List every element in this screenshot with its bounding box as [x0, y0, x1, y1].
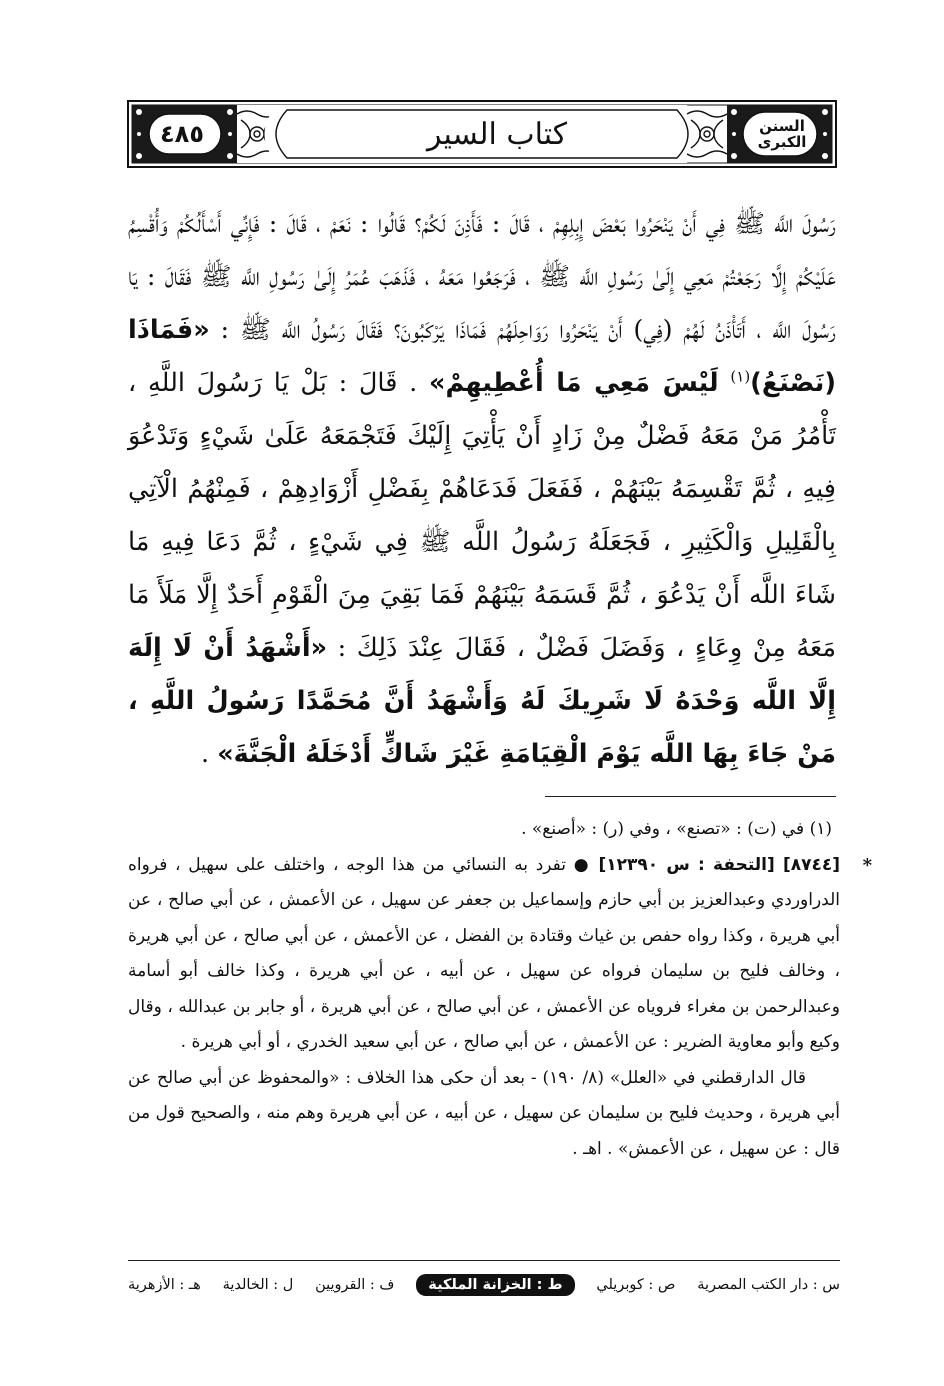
page-header [127, 100, 837, 168]
prophet-quote-1: «فَمَاذَا (نَصْنَعُ) [128, 315, 837, 398]
chapter-title: كتاب السير [426, 116, 568, 152]
prophet-quote-2: لَيْسَ مَعِي مَا أُعْطِيهِمْ» [429, 368, 719, 398]
book-seal-logo [727, 100, 837, 168]
prophet-quote-3: «أَشْهَدُ أَنْ لَا إِلَهَ إِلَّا اللَّه وَحْدَهُ لَا شَرِيكَ لَهُ وَأَشْهَدُ أَنَّ مُحَمَّدًا رَسُولُ اللَّهِ ، مَنْ جَاءَ بِهَا اللَّه يَوْمَ الْقِيَامَةِ غَيْرَ شَاكٍّ أَدْخَلَهُ الْجَنَّةَ» [128, 633, 836, 769]
seal-text-bottom: الكبرى [757, 133, 807, 151]
tahqiq-text: تفرد به النسائي من هذا الوجه ، واختلف على سهيل ، فرواه الدراوردي وعبدالعزيز بن أبي حازم وإسماعيل بن جعفر عن سهيل ، عن الأعمش ، عن أبي صالح ، عن أبي هريرة ، وكذا رواه حفص بن غياث وقتادة بن الفضل ، عن الأعمش ، عن أبي صالح ، عن أبي هريرة ، وخالف فليح بن سليمان فرواه عن سهيل ، عن أبيه ، عن أبي هريرة ، وكذا خالف أبو أسامة وعبدالرحمن بن مغراء فروياه عن الأعمش ، عن أبي صالح ، عن أبي هريرة ، أو جابر بن عبدالله ، وقال وكيع وأبو معاوية الضرير : عن الأعمش ، عن أبي صالح ، عن أبي سعيد الخدري ، أو أبي هريرة . [128, 854, 840, 1052]
legend-item-qarawiyyin: ف : القرويين [315, 1277, 395, 1293]
legend-item-cairo: س : دار الكتب المصرية [697, 1277, 840, 1293]
legend-divider [128, 1260, 840, 1261]
tahqiq-reference: [٨٧٤٤] [التحفة : س ١٢٣٩٠] [598, 854, 841, 875]
footnote-1: (١) في (ت) : «تصنع» ، وفي (ر) : «أصنع» . [521, 819, 832, 839]
footnote-marker-1: (١) [730, 367, 751, 386]
manuscript-legend [128, 1270, 840, 1300]
legend-item-azhariyya: هـ : الأزهرية [128, 1277, 201, 1293]
hadith-paragraph [128, 198, 836, 781]
legend-item-koprulu: ص : كوبريلي [596, 1277, 676, 1293]
legend-item-khalidiyya: ل : الخالدية [222, 1277, 294, 1293]
page-number: ٤٨٥ [160, 120, 204, 148]
tahqiq-note-paragraph-2: قال الدارقطني في «العلل» (٨/ ١٩٠) - بعد أن حكى هذا الخلاف : «والمحفوظ عن أبي صالح عن أبي هريرة ، وحديث فليح بن سليمان عن سهيل ، عن أبيه ، عن أبي هريرة وهم منه ، والصحيح قول من قال : عن سهيل ، عن الأعمش» . اهـ . [128, 1067, 840, 1159]
footnote-divider [545, 796, 836, 797]
narration-part-2: . قَالَ : بَلْ يَا رَسُولَ اللَّهِ ، تَأْمُرُ مَنْ مَعَهُ فَضْلٌ مِنْ زَادٍ أَنْ يَأْتِيَ إِلَيْكَ فَتَجْمَعَهُ عَلَىٰ شَيْءٍ وَتَدْعُوَ فِيهِ ، ثُمَّ تَقْسِمَهُ بَيْنَهُمْ ، فَفَعَلَ فَدَعَاهُمْ بِفَضْلِ أَزْوَادِهِمْ ، فَمِنْهُمُ الْآتِي بِالْقَلِيلِ وَالْكَثِيرِ ، فَجَعَلَهُ رَسُولُ اللَّه ﷺ فِي شَيْءٍ ، ثُمَّ دَعَا فِيهِ مَا شَاءَ اللَّه أَنْ يَدْعُوَ ، ثُمَّ قَسَمَهُ بَيْنَهُمْ فَمَا بَقِيَ مِنَ الْقَوْمِ أَحَدٌ إِلَّا مَلَأَ مَا مَعَهُ مِنْ وِعَاءٍ ، وَفَضَلَ فَضْلٌ ، فَقَالَ عِنْدَ ذَلِكَ : [128, 368, 836, 663]
legend-item-royal-library: ط : الخزانة الملكية [416, 1274, 574, 1296]
seal-text-top: السنن [759, 116, 805, 135]
bullet-icon: ● [573, 854, 591, 875]
hadith-main-text [128, 198, 836, 781]
tahqiq-note [128, 848, 872, 1061]
footnotes-section [128, 812, 872, 1167]
narration-part-1: رَسُولَ اللَّه ﷺ فِي أَنْ يَنْحَرُوا بَعْضَ إِبِلِهِمْ ، قَالَ : فَأَذِنَ لَكُمْ؟ قَالُوا : نَعَمْ ، قَالَ : فَإِنِّي أَسْأَلُكُمْ وَأُقْسِمُ عَلَيْكُمْ إِلَّا رَجَعْتُمْ مَعِي إِلَىٰ رَسُولِ اللَّه ﷺ ، فَرَجَعُوا مَعَهُ ، فَذَهَبَ عُمَرُ إِلَىٰ رَسُولِ اللَّه ﷺ فَقَالَ : يَا رَسُولَ اللَّه ، أَتَأْذَنُ لَهُمْ (فِي) أَنْ يَنْحَرُوا رَوَاحِلَهُمْ فَمَاذَا يَرْكَبُونَ؟ فَقَالَ رَسُولُ اللَّه ﷺ : [128, 209, 836, 345]
tahqiq-star-marker: * [862, 854, 872, 876]
paragraph-end-mark: . [200, 739, 210, 769]
